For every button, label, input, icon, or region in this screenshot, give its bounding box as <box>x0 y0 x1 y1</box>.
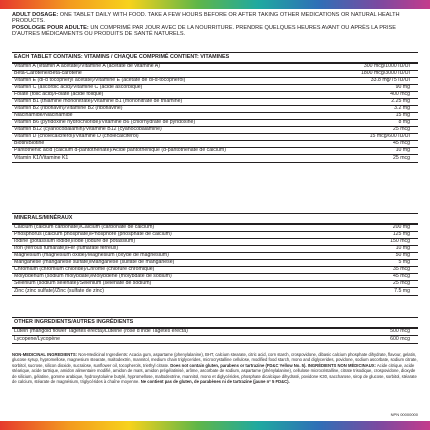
nutrient-amount: 3.2 mg <box>394 105 410 112</box>
nutrient-name: Iodine (potassium iodide)/Iode (iodure de potassium) <box>14 238 136 245</box>
nutrient-amount: 10 mg <box>395 245 410 252</box>
nutrient-name: Biotin/Biotine <box>14 140 45 147</box>
nutrient-amount: 400 mcg <box>390 91 410 98</box>
posologie-label: POSOLOGIE POUR ADULTE: <box>12 24 89 31</box>
nmi-fr-text: Acide citrique, acide stéarique, acide tartrique, amidon alimentaire modifié, amidon de maïs, amidon prégélatinisé, arôme, ascorbate de sodium, aspartame (phénylalanine), cellulose microcristalline, citrate trisodique, crospovidone, dioxyde de silicium, gélatine, gomme arabique, hydroxytoluène butylé, hypromellose, maltodextrine, mannitol, mono et diglycérides, phosphate dicalcique dihydraté, povidone K30, saccharose, sirop de glucose, sorbitol, stéarate de calcium, stéarate de magnésium, triglycérides à chaîne moyenne. <box>12 362 417 385</box>
nutrient-amount: 300 mcg/1000 IU/UI <box>363 63 410 70</box>
nutrient-name: Molybdenum (sodium molybdate)/Molybdène (molybdate de sodium) <box>14 273 172 280</box>
nutrient-name: Lycopene/Lycopène <box>14 336 61 343</box>
nutrient-amount: 25 mcg <box>392 155 410 162</box>
bottom-color-bar <box>0 421 430 430</box>
nutrient-name: Lutein (marigold flower Tagetes erecta)/Lutéine (rose d'Inde Tagetes erecta) <box>14 328 188 335</box>
nutrient-amount: 7.5 mg <box>394 288 410 295</box>
nutrient-row <box>12 329 418 336</box>
nutrient-amount: 8 mg <box>398 119 410 126</box>
nutrient-name: Zinc (zinc sulfate)/Zinc (sulfate de zinc) <box>14 288 104 295</box>
nutrient-row <box>12 155 418 162</box>
nutrient-row <box>12 134 418 141</box>
nmi-en-text: Non-Medicinal Ingredients: Acacia gum, aspartame (phenylalanine), BHT, calcium stearate, citric acid, corn starch, crospovidone, dibasic calcium phosphate dihydrate, flavour, gelatin, glucose syrup, hypromellose, magnesium stearate, maltodextrin, mannitol, medium chain triglycerides, microcrystalline cellulose, modified food starch, mono and diglycerides, povidone, sodium ascorbate, sodium citrate, sorbitol, sucrose, silicon dioxide, sucralose, sunflower oil, tocopherols, triethyl citrate. <box>12 352 418 368</box>
nutrient-row <box>12 106 418 113</box>
nutrient-name: Vitamin B12 (cyanocobalamin)/Vitamine B12 (cyanocobalamine) <box>14 126 162 133</box>
non-medicinal-ingredients <box>12 352 418 384</box>
adult-dosage-label: ADULT DOSAGE: <box>12 12 59 18</box>
nutrient-amount: 150 mcg <box>390 238 410 245</box>
nutrient-name: Vitamin E (dl-α tocopheryl acetate)/Vitamine E (acétate de dl-α-tocophérol) <box>14 77 186 84</box>
nutrient-name: Vitamin C (ascorbic acid)/Vitamine C (acide ascorbique) <box>14 84 143 91</box>
posologie <box>12 25 418 38</box>
vitamins-heading: EACH TABLET CONTAINS: VITAMINS / CHAQUE COMPRIMÉ CONTIENT: VITAMINES <box>14 54 230 60</box>
nutrient-amount: 15 mcg/600 IU/UI <box>369 133 410 140</box>
top-color-bar <box>0 0 430 9</box>
nutrient-amount: 125 mg <box>392 231 410 238</box>
nutrient-amount: 33.8 mg/75 IU/UI <box>370 77 410 84</box>
minerals-heading: MINERALS/MINÉRAUX <box>14 215 73 221</box>
other-ingredients-heading: OTHER INGREDIENTS/AUTRES INGRÉDIENTS <box>14 319 134 325</box>
nutrient-name: Selenium (sodium selenate)/Sélénium (sélénate de sodium) <box>14 280 152 287</box>
adult-dosage <box>12 12 418 25</box>
nmi-en-free: Does not contain gluten, parabens or tartrazine (FD&C Yellow No. 5). <box>170 362 307 368</box>
dosage-section <box>12 12 418 38</box>
nutrient-amount: 200 mg <box>392 224 410 231</box>
other-ingredients-panel <box>12 317 418 344</box>
nutrient-amount: 1800 mcg/3000 IU/UI <box>360 70 410 77</box>
nutrient-name: Chromium (chromium chloride)/Chrome (chlorure chromique) <box>14 266 155 273</box>
nutrient-amount: 600 mcg <box>390 336 410 343</box>
nutrient-name: Vitamin B6 (pyridoxine hydrochloride)/Vitamine B6 (chlorhydrate de pyridoxine) <box>14 119 196 126</box>
nutrient-amount: 50 mg <box>395 252 410 259</box>
nutrient-amount: 35 mcg <box>392 266 410 273</box>
nutrient-name: Magnesium (magnesium oxide)/Magnésium (oxyde de magnésium) <box>14 252 169 259</box>
nutrient-row <box>12 148 418 155</box>
nutrient-amount: 25 mcg <box>392 126 410 133</box>
nmi-fr-label: INGRÉDIENTS NON MÉDICINAUX: <box>307 362 376 368</box>
nutrient-amount: 90 mg <box>395 84 410 91</box>
nutrient-name: Niacinamide/Niacinamide <box>14 112 73 119</box>
nutrient-name: Folate (folic acid)/Folate (acide folique) <box>14 91 104 98</box>
nutrient-name: Iron (ferrous fumarate)/Fer (fumarate ferreux) <box>14 245 119 252</box>
vitamins-panel <box>12 52 418 163</box>
nutrient-amount: 10 mg <box>395 147 410 154</box>
nutrient-name: Beta-Carotene/Bêta-carotène <box>14 70 82 77</box>
nutrient-amount: 45 mcg <box>392 140 410 147</box>
nutrient-amount: 500 mcg <box>390 328 410 335</box>
nutrient-row <box>12 281 418 288</box>
vitamins-table <box>12 62 418 162</box>
nutrient-amount: 15 mg <box>395 112 410 119</box>
minerals-panel <box>12 213 418 296</box>
npn-number: NPN 00000000 <box>390 412 418 417</box>
nutrient-name: Vitamin B1 (thiamine mononitrate)/Vitamine B1 (mononitrate de thiamine) <box>14 98 183 105</box>
nutrient-amount: 25 mcg <box>392 280 410 287</box>
nutrient-amount: 2.25 mg <box>391 98 410 105</box>
nmi-fr-free: Ne contient pas de gluten, de parabènes ni de tartrazine (jaune n° 5 FD&C). <box>140 379 290 385</box>
nmi-en-label: NON-MEDICINAL INGREDIENTS: <box>12 352 78 357</box>
nutrient-name: Calcium (calcium carbonate)/Calcium (carbonate de calcium) <box>14 224 155 231</box>
nutrient-name: Vitamin B2 (riboflavin)/Vitamine B2 (riboflavine) <box>14 105 123 112</box>
other-ingredients-table <box>12 327 418 343</box>
nutrient-name: Vitamin K1/Vitamine K1 <box>14 155 69 162</box>
nutrient-amount: 45 mcg <box>392 273 410 280</box>
nutrient-name: Vitamin D (cholecalciferol)/Vitamine D (cholécalciférol) <box>14 133 139 140</box>
minerals-table <box>12 223 418 295</box>
nutrient-name: Vitamin A (vitamin A acetate)/Vitamine A (acétate de vitamine A) <box>14 63 160 70</box>
nutrient-row <box>12 288 418 295</box>
nutrient-amount: 5 mg <box>398 259 410 266</box>
nutrient-name: Pantothenic acid (calcium d-pantothenate)/Acide pantothénique (d-pantothénate de calcium) <box>14 147 226 154</box>
adult-dosage-text: ONE TABLET DAILY WITH FOOD. TAKE A FEW HOURS BEFORE OR AFTER TAKING OTHER MEDICATIONS OR NATURAL HEALTH PRODUCTS. <box>12 12 400 25</box>
posologie-text: UN COMPRIMÉ PAR JOUR AVEC DE LA NOURRITURE. PRENDRE QUELQUES HEURES AVANT OU APRÈS LA PRISE D'AUTRES MÉDICAMENTS OU PRODUITS DE SANTÉ NATURELS. <box>12 24 396 38</box>
nutrient-name: Phosphorus (calcium phosphate)/Phosphore (phosphate de calcium) <box>14 231 172 238</box>
nutrient-name: Manganese (manganese sulfate)/Manganèse (sulfate de manganèse) <box>14 259 175 266</box>
nutrient-row <box>12 336 418 343</box>
